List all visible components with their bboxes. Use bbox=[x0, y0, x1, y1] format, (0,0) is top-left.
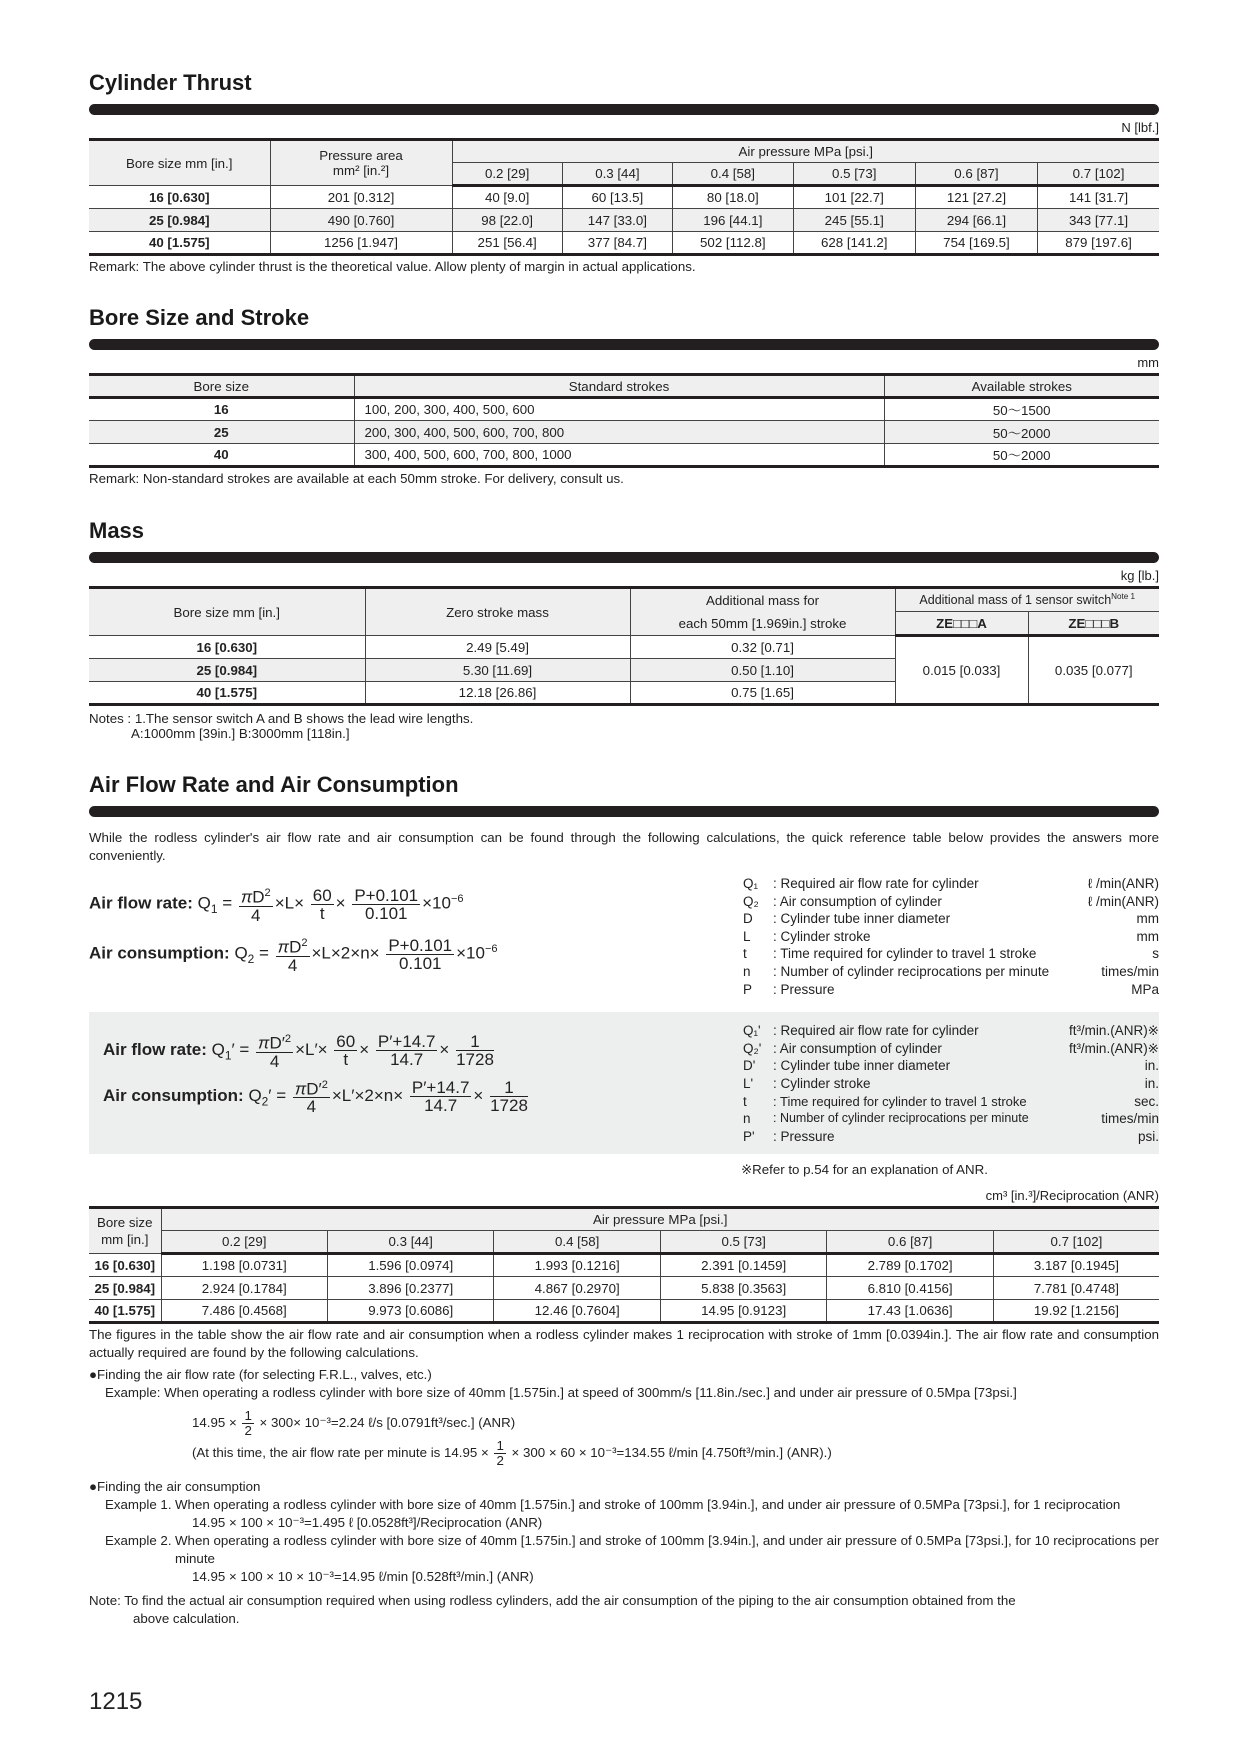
value-cell: 3.896 [0.2377] bbox=[327, 1277, 493, 1300]
area-header-line2: mm² [in.²] bbox=[332, 163, 390, 178]
section-title: Mass bbox=[89, 518, 145, 543]
add-header-line2: each 50mm [1.969in.] stroke bbox=[678, 616, 847, 631]
thrust-table bbox=[89, 138, 1159, 256]
col-header-pressure: 0.2 [29] bbox=[452, 163, 562, 186]
thrust-remark: Remark: The above cylinder thrust is the theoretical value. Allow plenty of margin in actual applications. bbox=[89, 259, 696, 274]
section-title: Air Flow Rate and Air Consumption bbox=[89, 772, 459, 797]
legend-symbol: Q₁' bbox=[743, 1023, 761, 1039]
col-header-pressure: 0.6 [87] bbox=[827, 1231, 993, 1254]
zero-mass-cell: 5.30 [11.69] bbox=[365, 659, 630, 682]
anr-note: ※Refer to p.54 for an explanation of ANR. bbox=[741, 1162, 988, 1178]
col-header-pressure: 0.7 [102] bbox=[1038, 163, 1159, 186]
col-header-additional-mass bbox=[630, 588, 895, 636]
legend-symbol: t bbox=[743, 1093, 747, 1109]
imperial-legend bbox=[743, 1022, 1159, 1144]
legend-row bbox=[743, 910, 1159, 928]
section-title: Bore Size and Stroke bbox=[89, 305, 310, 330]
legend-row bbox=[743, 893, 1159, 911]
col-header-bore: Bore size mm [in.] bbox=[89, 140, 270, 186]
consumption-formula-imperial: Air consumption: $Q_2'$ = $\frac{\pi D'^2}{4}$ ×L′×2×n× $\frac{P'+14.7}{14.7}$ × $\frac{1}{1728}$ bbox=[103, 1077, 528, 1117]
legend-desc: : Time required for cylinder to travel 1 stroke bbox=[773, 946, 1037, 962]
col-header-pressure: 0.5 [73] bbox=[793, 163, 915, 186]
col-header-bore: Bore size bbox=[89, 375, 354, 398]
legend-symbol: P' bbox=[743, 1128, 755, 1144]
legend-unit: in. bbox=[1144, 1058, 1159, 1074]
imperial-formulas bbox=[103, 1022, 530, 1144]
sensor-header-text: Additional mass of 1 sensor switch bbox=[919, 593, 1112, 608]
col-header-air-pressure: Air pressure MPa [psi.] bbox=[452, 140, 1159, 163]
legend-unit: in. bbox=[1144, 1075, 1159, 1091]
value-cell: 2.924 [0.1784] bbox=[161, 1277, 327, 1300]
value-cell: 754 [169.5] bbox=[915, 232, 1037, 255]
value-cell: 40 [9.0] bbox=[452, 186, 562, 209]
legend-symbol: Q₂' bbox=[743, 1040, 762, 1056]
legend-unit: ft³/min.(ANR)※ bbox=[1068, 1040, 1159, 1056]
col-header-area bbox=[270, 140, 452, 186]
area-header-line1: Pressure area bbox=[319, 148, 403, 163]
formula-label: Air consumption: bbox=[89, 943, 230, 963]
col-header-sensor bbox=[895, 588, 1159, 612]
bore-cell: 16 [0.630] bbox=[89, 636, 365, 659]
col-header-air-pressure: Air pressure MPa [psi.] bbox=[161, 1208, 1159, 1231]
bore-cell: 25 [0.984] bbox=[89, 209, 270, 232]
sensor-a-cell: 0.015 [0.033] bbox=[895, 636, 1028, 705]
legend-symbol: n bbox=[743, 1111, 751, 1127]
legend-row bbox=[743, 875, 1159, 893]
legend-desc: : Number of cylinder reciprocations per minute bbox=[773, 963, 1050, 979]
table-explanation: The figures in the table show the air flow rate and air consumption when a rodless cylinder makes 1 reciprocation with stroke of 1mm [0.0394in.]. The air flow rate and consumption actually required are found by the following calculations. bbox=[89, 1327, 1159, 1361]
unit-label: kg [lb.] bbox=[1120, 568, 1159, 583]
value-cell: 294 [66.1] bbox=[915, 209, 1037, 232]
example-2-calc: 14.95 × 100 × 10 × 10⁻³=14.95 ℓ/min [0.528ft³/min.] (ANR) bbox=[192, 1569, 534, 1585]
zero-mass-cell: 2.49 [5.49] bbox=[365, 636, 630, 659]
legend-desc: : Cylinder tube inner diameter bbox=[773, 1058, 951, 1074]
value-cell: 879 [197.6] bbox=[1038, 232, 1159, 255]
final-note-line2: above calculation. bbox=[133, 1611, 240, 1627]
legend-unit: mm bbox=[1136, 928, 1159, 944]
value-cell: 19.92 [1.2156] bbox=[993, 1300, 1159, 1323]
flow-rate-formula: Air flow rate: $Q_1$ = $\frac{\pi D^2}{4}$ ×L× $\frac{60}{t}$ × $\frac{P+0.101}{0.101}$ $\times 10^{-6}$ bbox=[89, 885, 464, 925]
legend-symbol: Q₁ bbox=[743, 876, 759, 891]
table-row bbox=[89, 398, 1159, 421]
air-consumption-table bbox=[89, 1206, 1159, 1324]
legend-desc: : Air consumption of cylinder bbox=[773, 893, 942, 909]
table-row bbox=[89, 1277, 1159, 1300]
unit-label: N [lbf.] bbox=[1121, 120, 1159, 135]
value-cell: 141 [31.7] bbox=[1038, 186, 1159, 209]
legend-symbol: D' bbox=[743, 1058, 756, 1074]
calc-text: × 300 × 60 × 10⁻³=134.55 ℓ/min [4.750ft³/min.] (ANR).) bbox=[511, 1445, 832, 1461]
example-1-calc: 14.95 × 100 × 10⁻³=1.495 ℓ [0.0528ft³]/Reciprocation (ANR) bbox=[192, 1515, 543, 1531]
bore-cell: 16 [0.630] bbox=[89, 186, 270, 209]
unit-label: cm³ [in.³]/Reciprocation (ANR) bbox=[985, 1188, 1159, 1204]
section-divider bbox=[89, 104, 1159, 115]
standard-cell: 300, 400, 500, 600, 700, 800, 1000 bbox=[354, 444, 884, 467]
bore-cell: 25 [0.984] bbox=[89, 1277, 161, 1300]
legend-row bbox=[743, 1128, 1159, 1146]
legend-row bbox=[743, 1093, 1159, 1111]
legend-desc: : Cylinder tube inner diameter bbox=[773, 911, 951, 927]
table-row bbox=[89, 232, 1159, 255]
legend-symbol: L bbox=[743, 928, 751, 944]
col-header-standard: Standard strokes bbox=[354, 375, 884, 398]
flow-example: Example: When operating a rodless cylinder with bore size of 40mm [1.575in.] at speed of 300mm/s [11.8in./sec.] and under air pressure of 0.5Mpa [73psi.] bbox=[105, 1385, 1017, 1401]
legend-desc: : Pressure bbox=[773, 981, 835, 997]
value-cell: 343 [77.1] bbox=[1038, 209, 1159, 232]
legend-unit: mm bbox=[1136, 911, 1159, 927]
col-header-pressure: 0.5 [73] bbox=[660, 1231, 826, 1254]
calc-text: (At this time, the air flow rate per minute is 14.95 × bbox=[192, 1445, 489, 1461]
flow-rate-formula-imperial: Air flow rate: $Q_1'$ = $\frac{\pi D'^2}{4}$ ×L′× $\frac{60}{t}$ × $\frac{P'+14.7}{14.7}$ × $\frac{1}{1728}$ bbox=[103, 1032, 494, 1071]
legend-unit: s bbox=[1152, 946, 1159, 962]
legend-desc: : Number of cylinder reciprocations per minute bbox=[773, 1111, 1029, 1126]
col-header-pressure: 0.4 [58] bbox=[494, 1231, 660, 1254]
consumption-formula: Air consumption: $Q_2$ = $\frac{\pi D^2}{4}$ ×L×2×n× $\frac{P+0.101}{0.101}$ $\times 10^{-6}$ bbox=[89, 935, 498, 975]
area-cell: 1256 [1.947] bbox=[270, 232, 452, 255]
table-row bbox=[89, 209, 1159, 232]
legend-desc: : Air consumption of cylinder bbox=[773, 1040, 942, 1056]
bore-header-line1: Bore size bbox=[97, 1215, 153, 1231]
cylinder-thrust-section bbox=[89, 70, 1159, 274]
add-mass-cell: 0.32 [0.71] bbox=[630, 636, 895, 659]
mass-section bbox=[89, 518, 1159, 741]
bore-cell: 16 bbox=[89, 398, 354, 421]
legend-symbol: P bbox=[743, 981, 753, 997]
legend-row bbox=[743, 1110, 1159, 1128]
legend-unit: ft³/min.(ANR)※ bbox=[1068, 1023, 1159, 1039]
value-cell: 196 [44.1] bbox=[673, 209, 794, 232]
legend-desc: : Cylinder stroke bbox=[773, 1075, 871, 1091]
flow-heading: ●Finding the air flow rate (for selecting F.R.L., valves, etc.) bbox=[89, 1367, 432, 1383]
value-cell: 5.838 [0.3563] bbox=[660, 1277, 826, 1300]
legend-desc: : Required air flow rate for cylinder bbox=[773, 876, 979, 891]
legend-unit: psi. bbox=[1137, 1128, 1159, 1144]
legend-unit: MPa bbox=[1131, 981, 1159, 997]
section-title: Cylinder Thrust bbox=[89, 70, 252, 95]
formula-label: Air consumption: bbox=[103, 1085, 244, 1105]
metric-legend bbox=[743, 875, 1159, 998]
standard-cell: 100, 200, 300, 400, 500, 600 bbox=[354, 398, 884, 421]
value-cell: 251 [56.4] bbox=[452, 232, 562, 255]
value-cell: 147 [33.0] bbox=[562, 209, 672, 232]
legend-desc: : Required air flow rate for cylinder bbox=[773, 1023, 979, 1039]
zero-mass-cell: 12.18 [26.86] bbox=[365, 682, 630, 705]
flow-calc-per-minute: (At this time, the air flow rate per minute is 14.95 × $\frac{1}{2}$ × 300 × 60 × 10⁻³=134.55 ℓ/min [4.750ft³/min.] (ANR).) bbox=[192, 1438, 832, 1469]
calc-text: 14.95 × bbox=[192, 1415, 237, 1431]
value-cell: 101 [22.7] bbox=[793, 186, 915, 209]
consumption-heading: ●Finding the air consumption bbox=[89, 1479, 261, 1495]
value-cell: 1.993 [0.1216] bbox=[494, 1254, 660, 1277]
value-cell: 1.198 [0.0731] bbox=[161, 1254, 327, 1277]
col-header-pressure: 0.4 [58] bbox=[673, 163, 794, 186]
mass-note-1: Notes : 1.The sensor switch A and B shows the lead wire lengths. bbox=[89, 711, 474, 726]
add-mass-cell: 0.50 [1.10] bbox=[630, 659, 895, 682]
bore-cell: 40 bbox=[89, 444, 354, 467]
formula-label: Air flow rate: bbox=[103, 1040, 207, 1060]
table-row bbox=[89, 186, 1159, 209]
value-cell: 121 [27.2] bbox=[915, 186, 1037, 209]
col-header-zero-stroke: Zero stroke mass bbox=[365, 588, 630, 636]
col-header-pressure: 0.6 [87] bbox=[915, 163, 1037, 186]
available-cell: 50～2000 bbox=[884, 444, 1159, 467]
example-2 bbox=[89, 1532, 1159, 1568]
value-cell: 6.810 [0.4156] bbox=[827, 1277, 993, 1300]
bore-cell: 25 bbox=[89, 421, 354, 444]
bore-cell: 25 [0.984] bbox=[89, 659, 365, 682]
legend-symbol: n bbox=[743, 963, 751, 979]
flow-calc: 14.95 × $\frac{1}{2}$ × 300× 10⁻³=2.24 ℓ/s [0.0791ft³/sec.] (ANR) bbox=[192, 1408, 516, 1439]
sensor-b-cell: 0.035 [0.077] bbox=[1028, 636, 1159, 705]
available-cell: 50～1500 bbox=[884, 398, 1159, 421]
col-header-pressure: 0.7 [102] bbox=[993, 1231, 1159, 1254]
col-header-pressure: 0.3 [44] bbox=[327, 1231, 493, 1254]
value-cell: 4.867 [0.2970] bbox=[494, 1277, 660, 1300]
legend-row bbox=[743, 963, 1159, 981]
value-cell: 12.46 [0.7604] bbox=[494, 1300, 660, 1323]
legend-row bbox=[743, 1040, 1159, 1058]
area-cell: 201 [0.312] bbox=[270, 186, 452, 209]
value-cell: 14.95 [0.9123] bbox=[660, 1300, 826, 1323]
air-flow-section bbox=[89, 772, 1159, 1628]
col-header-sensor-a: ZE□□□A bbox=[895, 612, 1028, 636]
value-cell: 2.789 [0.1702] bbox=[827, 1254, 993, 1277]
metric-formula-block bbox=[89, 875, 1159, 998]
col-header-pressure: 0.3 [44] bbox=[562, 163, 672, 186]
value-cell: 3.187 [0.1945] bbox=[993, 1254, 1159, 1277]
col-header-available: Available strokes bbox=[884, 375, 1159, 398]
final-note-line1: Note: To find the actual air consumption required when using rodless cylinders, add the air consumption of the piping to the air consumption obtained from the bbox=[89, 1593, 1016, 1609]
table-row bbox=[89, 636, 1159, 659]
bore-stroke-section bbox=[89, 305, 1159, 486]
formula-label: Air flow rate: bbox=[89, 893, 193, 913]
bore-cell: 40 [1.575] bbox=[89, 682, 365, 705]
value-cell: 377 [84.7] bbox=[562, 232, 672, 255]
intro-text: While the rodless cylinder's air flow rate and air consumption can be found through the following calculations, the quick reference table below provides the answers more conveniently. bbox=[89, 830, 1159, 863]
value-cell: 7.486 [0.4568] bbox=[161, 1300, 327, 1323]
value-cell: 17.43 [1.0636] bbox=[827, 1300, 993, 1323]
legend-row bbox=[743, 928, 1159, 946]
unit-label: mm bbox=[1137, 355, 1159, 370]
legend-symbol: D bbox=[743, 911, 753, 927]
col-header-bore: Bore size mm [in.] bbox=[89, 588, 365, 636]
legend-row bbox=[743, 981, 1159, 999]
page-number: 1215 bbox=[89, 1688, 143, 1715]
value-cell: 2.391 [0.1459] bbox=[660, 1254, 826, 1277]
section-divider bbox=[89, 806, 1159, 817]
value-cell: 98 [22.0] bbox=[452, 209, 562, 232]
legend-unit: ℓ /min(ANR) bbox=[1087, 876, 1159, 891]
legend-desc: : Time required for cylinder to travel 1 stroke bbox=[773, 1093, 1027, 1109]
table-row bbox=[89, 421, 1159, 444]
legend-unit: ℓ /min(ANR) bbox=[1087, 893, 1159, 909]
value-cell: 7.781 [0.4748] bbox=[993, 1277, 1159, 1300]
table-row bbox=[89, 1300, 1159, 1323]
mass-note-2: A:1000mm [39in.] B:3000mm [118in.] bbox=[131, 726, 350, 741]
calc-text: × 300× 10⁻³=2.24 ℓ/s [0.0791ft³/sec.] (ANR) bbox=[259, 1415, 516, 1431]
legend-row bbox=[743, 1022, 1159, 1040]
standard-cell: 200, 300, 400, 500, 600, 700, 800 bbox=[354, 421, 884, 444]
value-cell: 1.596 [0.0974] bbox=[327, 1254, 493, 1277]
table-row bbox=[89, 444, 1159, 467]
section-divider bbox=[89, 339, 1159, 350]
legend-desc: : Cylinder stroke bbox=[773, 928, 871, 944]
legend-symbol: L' bbox=[743, 1075, 754, 1091]
legend-symbol: t bbox=[743, 946, 747, 962]
bore-header-line2: mm [in.] bbox=[101, 1232, 149, 1248]
add-header-line1: Additional mass for bbox=[705, 593, 820, 608]
bore-cell: 40 [1.575] bbox=[89, 232, 270, 255]
value-cell: 80 [18.0] bbox=[673, 186, 794, 209]
value-cell: 502 [112.8] bbox=[673, 232, 794, 255]
value-cell: 9.973 [0.6086] bbox=[327, 1300, 493, 1323]
note-superscript: Note 1 bbox=[1111, 592, 1136, 602]
table-row bbox=[89, 1254, 1159, 1277]
example-text: When operating a rodless cylinder with bore size of 40mm [1.575in.] and stroke of 100mm [3.94in.], and under air pressure of 0.5MPa [73psi.], for 10 reciprocations per minute bbox=[175, 1533, 1159, 1567]
legend-unit: sec. bbox=[1134, 1093, 1159, 1109]
metric-formulas bbox=[89, 875, 498, 998]
bore-cell: 40 [1.575] bbox=[89, 1300, 161, 1323]
available-cell: 50～2000 bbox=[884, 421, 1159, 444]
value-cell: 60 [13.5] bbox=[562, 186, 672, 209]
example-text: When operating a rodless cylinder with bore size of 40mm [1.575in.] and stroke of 100mm [3.94in.], and under air pressure of 0.5MPa [73psi.], for 1 reciprocation bbox=[175, 1497, 1121, 1513]
section-divider bbox=[89, 552, 1159, 563]
legend-row bbox=[743, 1057, 1159, 1075]
legend-symbol: Q₂ bbox=[743, 893, 759, 909]
col-header-pressure: 0.2 [29] bbox=[161, 1231, 327, 1254]
legend-desc: : Pressure bbox=[773, 1128, 835, 1144]
mass-table bbox=[89, 586, 1159, 706]
area-cell: 490 [0.760] bbox=[270, 209, 452, 232]
legend-row bbox=[743, 945, 1159, 963]
stroke-remark: Remark: Non-standard strokes are available at each 50mm stroke. For delivery, consult us. bbox=[89, 471, 624, 486]
example-label: Example 2. bbox=[105, 1533, 172, 1549]
value-cell: 245 [55.1] bbox=[793, 209, 915, 232]
col-header-bore bbox=[89, 1208, 161, 1254]
col-header-sensor-b: ZE□□□B bbox=[1028, 612, 1159, 636]
legend-row bbox=[743, 1075, 1159, 1093]
legend-unit: times/min bbox=[1101, 1111, 1159, 1127]
add-mass-cell: 0.75 [1.65] bbox=[630, 682, 895, 705]
example-1 bbox=[89, 1496, 1159, 1514]
example-label: Example 1. bbox=[105, 1497, 172, 1513]
imperial-formula-block bbox=[89, 1012, 1159, 1154]
legend-unit: times/min bbox=[1101, 963, 1159, 979]
stroke-table bbox=[89, 373, 1159, 468]
value-cell: 628 [141.2] bbox=[793, 232, 915, 255]
bore-cell: 16 [0.630] bbox=[89, 1254, 161, 1277]
